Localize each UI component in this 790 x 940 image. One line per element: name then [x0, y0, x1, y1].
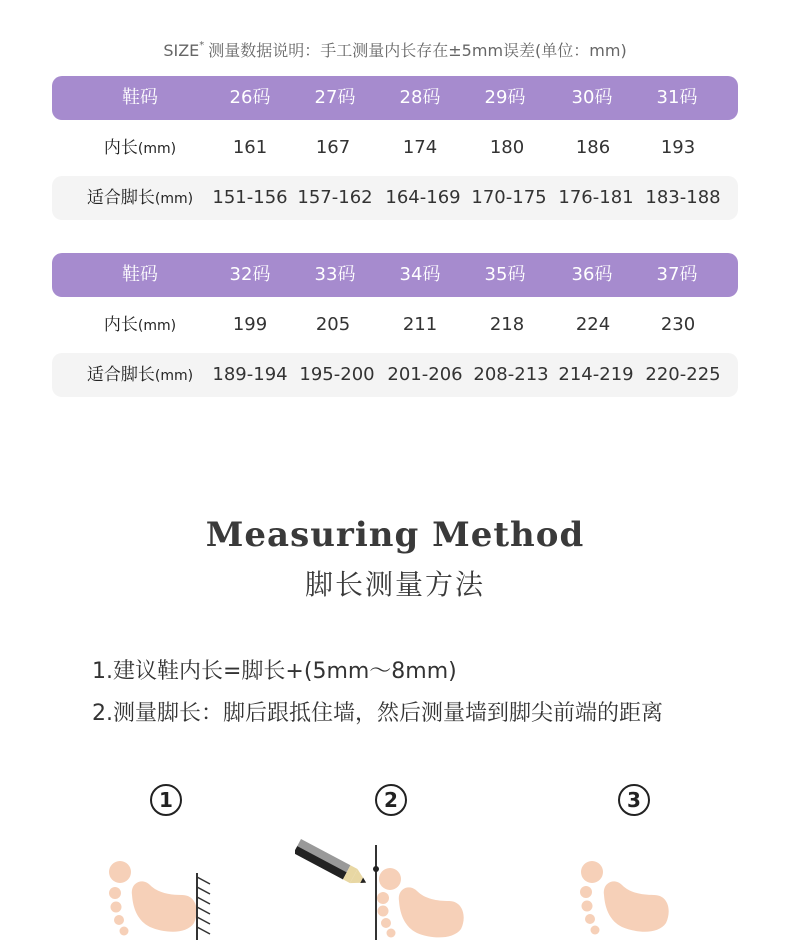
header-label: 鞋码: [122, 264, 158, 285]
size-cell: 33码: [314, 264, 356, 285]
step-number-3: 3: [618, 784, 650, 816]
asterisk: *: [199, 39, 205, 51]
table-cell: 176-181: [558, 187, 634, 208]
pencil-mark-icon: [295, 825, 475, 940]
table-cell: 186: [575, 137, 611, 158]
table-cell: 224: [575, 314, 611, 335]
table-cell: 230: [660, 314, 696, 335]
size-cell: 26码: [229, 87, 271, 108]
step-number-2: 2: [375, 784, 407, 816]
size-cell: 32码: [229, 264, 271, 285]
table-cell: 199: [232, 314, 268, 335]
inner-length-label: 内长(mm): [103, 138, 177, 158]
table-cell: 174: [402, 137, 438, 158]
table-cell: 214-219: [558, 364, 634, 385]
table-header-row: [52, 76, 738, 120]
size-cell: 29码: [484, 87, 526, 108]
table-cell: 218: [489, 314, 525, 335]
table-cell: 167: [315, 137, 351, 158]
method-title-en: Measuring Method: [205, 515, 585, 555]
table-cell: 164-169: [385, 187, 461, 208]
table-cell: 161: [232, 137, 268, 158]
foot-length-label: 适合脚长(mm): [86, 365, 194, 385]
step-1-text: 1.建议鞋内长=脚长+(5mm～8mm): [92, 659, 457, 684]
measurement-note: [0, 38, 790, 61]
inner-length-label: 内长(mm): [103, 315, 177, 335]
method-title-zh: 脚长测量方法: [304, 568, 485, 601]
table-cell: 201-206: [387, 364, 463, 385]
table-cell: 170-175: [471, 187, 547, 208]
size-label: SIZE: [163, 41, 200, 60]
table-cell: 211: [402, 314, 438, 335]
table-cell: 220-225: [645, 364, 721, 385]
foot-length-label: 适合脚长(mm): [86, 188, 194, 208]
table-cell: 205: [315, 314, 351, 335]
foot-icon: [570, 855, 680, 940]
table-header-row: [52, 253, 738, 297]
table-cell: 151-156: [212, 187, 288, 208]
size-cell: 28码: [399, 87, 441, 108]
size-cell: 34码: [399, 264, 441, 285]
inner-length-row: [52, 126, 738, 170]
foot-against-wall-icon: [100, 855, 220, 940]
table-cell: 195-200: [299, 364, 375, 385]
size-cell: 35码: [484, 264, 526, 285]
note-text: 测量数据说明：手工测量内长存在±5mm误差(单位：mm): [208, 41, 627, 60]
step-number-1: 1: [150, 784, 182, 816]
size-cell: 31码: [656, 87, 698, 108]
step-2-text: 2.测量脚长：脚后跟抵住墙，然后测量墙到脚尖前端的距离: [92, 701, 663, 726]
foot-length-row: [52, 353, 738, 397]
size-cell: 27码: [314, 87, 356, 108]
size-cell: 30码: [571, 87, 613, 108]
header-label: 鞋码: [122, 87, 158, 108]
table-cell: 183-188: [645, 187, 721, 208]
table-cell: 193: [660, 137, 696, 158]
size-table-1: [52, 76, 738, 220]
size-cell: 36码: [571, 264, 613, 285]
size-table-2: [52, 253, 738, 397]
inner-length-row: [52, 303, 738, 347]
table-cell: 157-162: [297, 187, 373, 208]
size-cell: 37码: [656, 264, 698, 285]
table-cell: 180: [489, 137, 525, 158]
table-cell: 208-213: [473, 364, 549, 385]
foot-length-row: [52, 176, 738, 220]
table-cell: 189-194: [212, 364, 288, 385]
